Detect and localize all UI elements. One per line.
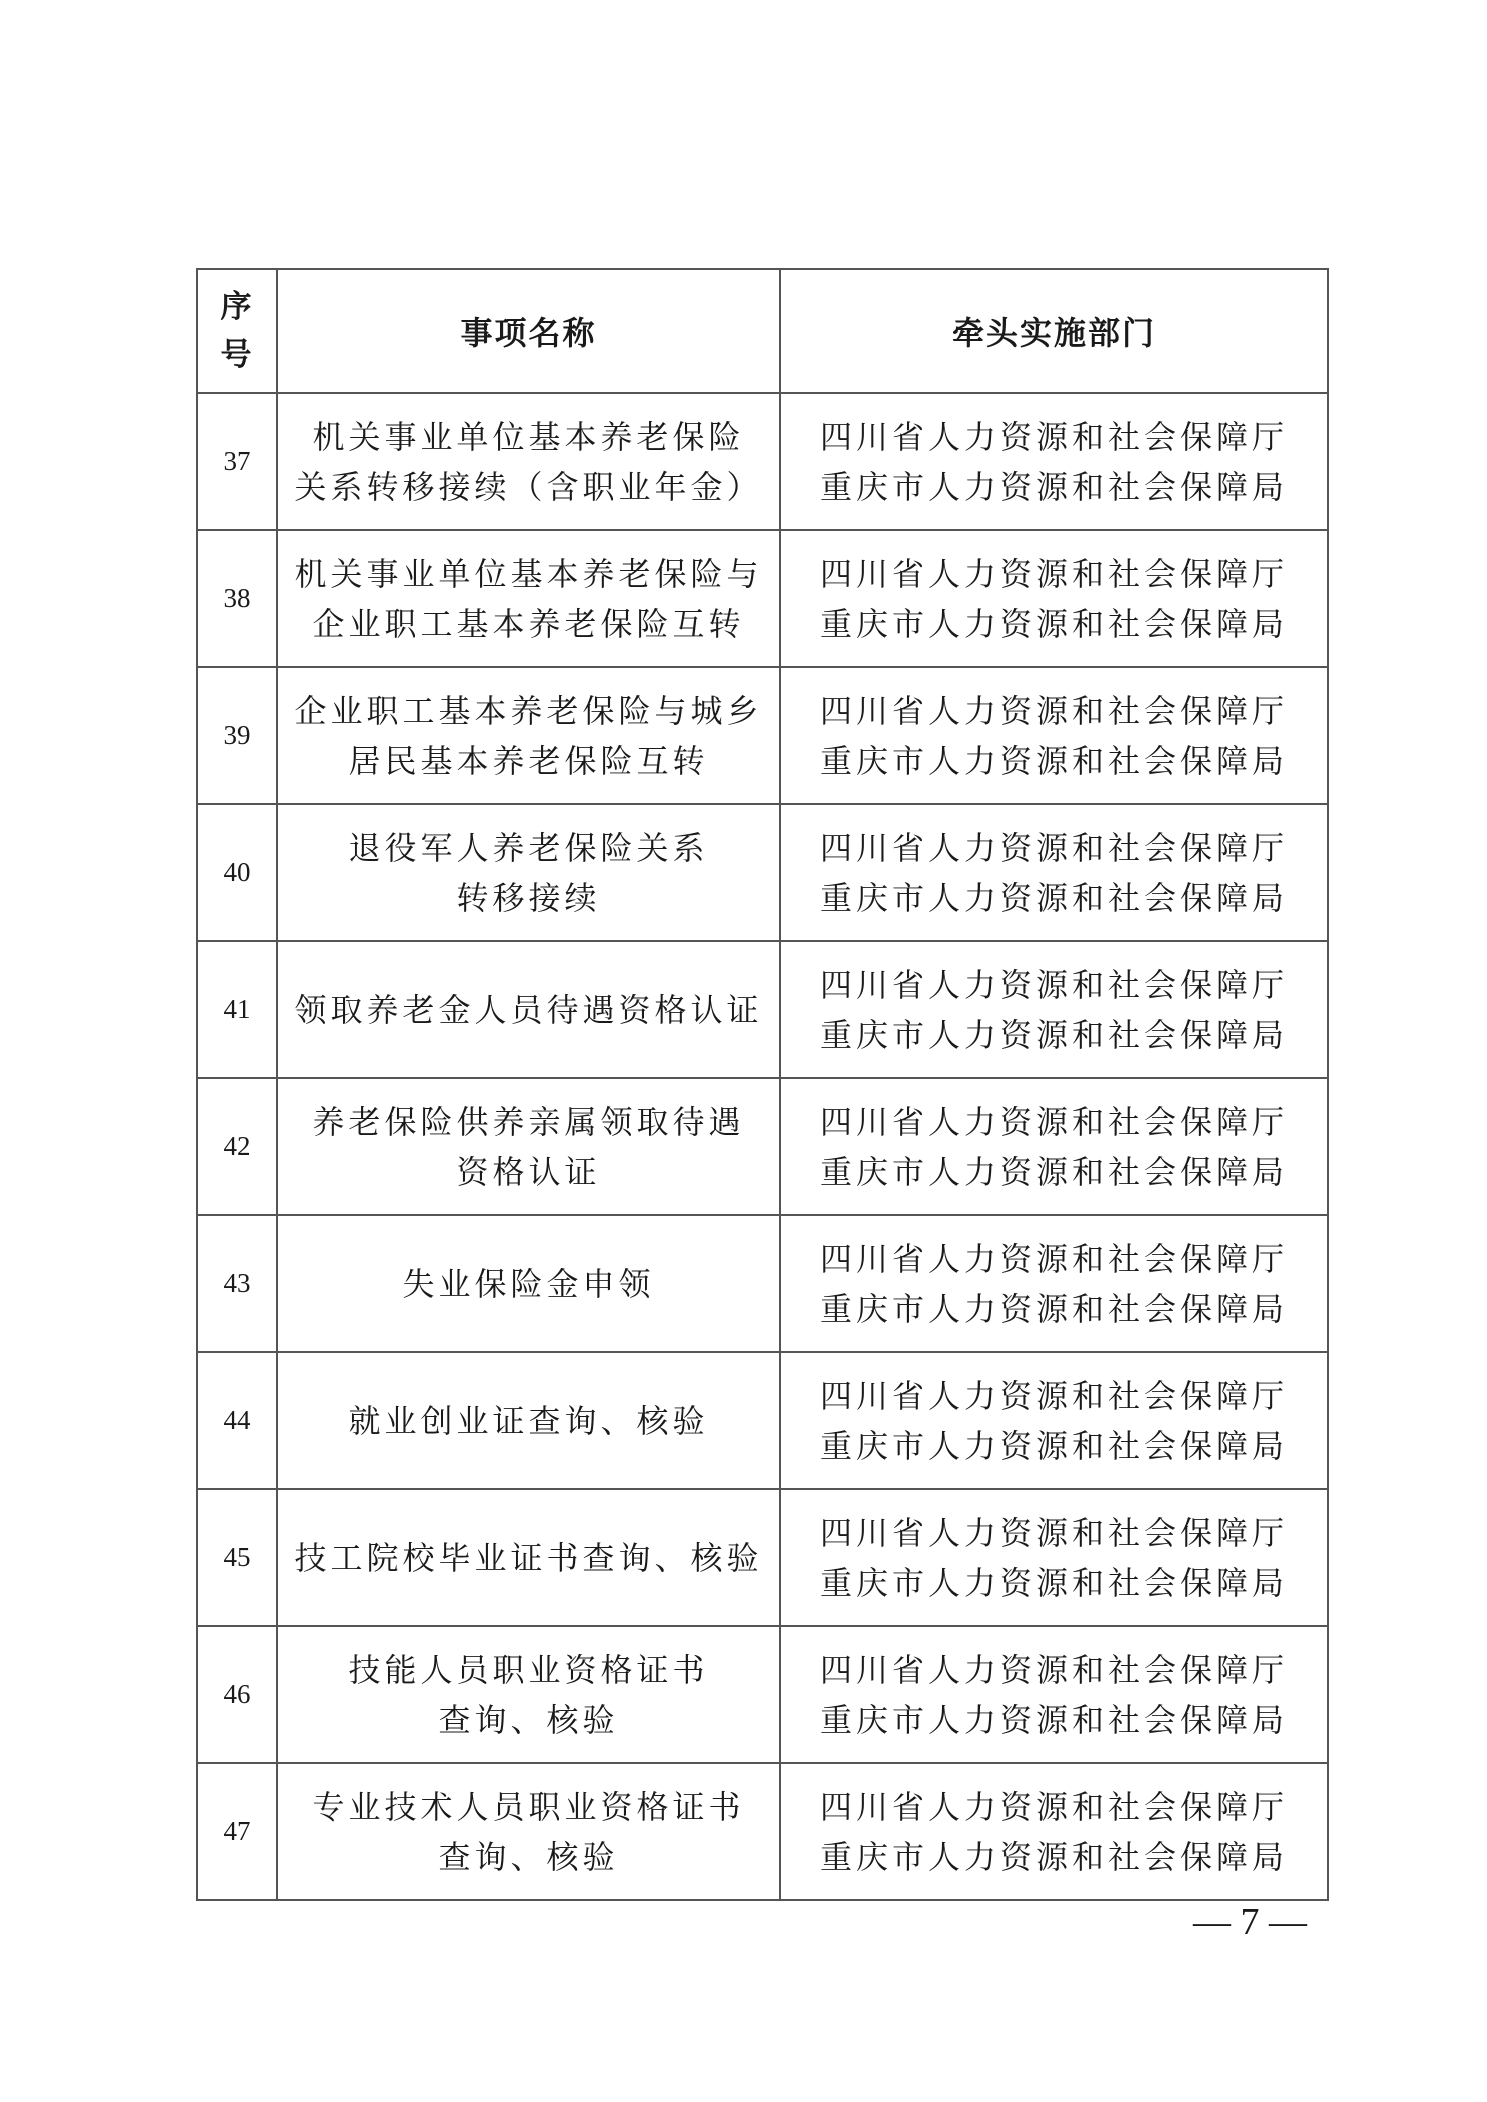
item-name-line: 退役军人养老保险关系 bbox=[348, 828, 709, 867]
table-row bbox=[197, 1763, 1328, 1900]
department-line: 四川省人力资源和社会保障厅 bbox=[819, 1376, 1288, 1415]
row-item-name bbox=[277, 804, 780, 941]
department-line: 四川省人力资源和社会保障厅 bbox=[819, 1102, 1288, 1141]
row-lead-department bbox=[780, 1489, 1328, 1626]
items-table-container bbox=[196, 268, 1327, 1901]
header-lead-department: 牵头实施部门 bbox=[780, 269, 1328, 393]
header-serial-number bbox=[197, 269, 277, 393]
table-row bbox=[197, 1489, 1328, 1626]
item-name-line: 居民基本养老保险互转 bbox=[348, 741, 709, 780]
department-line: 重庆市人力资源和社会保障局 bbox=[819, 878, 1288, 917]
table-row bbox=[197, 941, 1328, 1078]
row-lead-department bbox=[780, 393, 1328, 530]
department-line: 四川省人力资源和社会保障厅 bbox=[819, 1650, 1288, 1689]
department-line: 重庆市人力资源和社会保障局 bbox=[819, 467, 1288, 506]
item-name-line: 养老保险供养亲属领取待遇 bbox=[312, 1102, 745, 1141]
row-serial-number: 37 bbox=[197, 393, 277, 530]
item-name-line: 技能人员职业资格证书 bbox=[348, 1650, 709, 1689]
row-serial-number: 40 bbox=[197, 804, 277, 941]
department-line: 重庆市人力资源和社会保障局 bbox=[819, 1563, 1288, 1602]
table-row bbox=[197, 1078, 1328, 1215]
department-line: 重庆市人力资源和社会保障局 bbox=[819, 1289, 1288, 1328]
row-serial-number: 44 bbox=[197, 1352, 277, 1489]
table-row bbox=[197, 804, 1328, 941]
item-name-line: 就业创业证查询、核验 bbox=[348, 1401, 709, 1440]
item-name-line: 查询、核验 bbox=[438, 1837, 619, 1876]
table-row bbox=[197, 1215, 1328, 1352]
department-line: 重庆市人力资源和社会保障局 bbox=[819, 1426, 1288, 1465]
row-item-name bbox=[277, 1763, 780, 1900]
department-line: 重庆市人力资源和社会保障局 bbox=[819, 1015, 1288, 1054]
row-lead-department bbox=[780, 667, 1328, 804]
department-line: 四川省人力资源和社会保障厅 bbox=[819, 1513, 1288, 1552]
department-line: 四川省人力资源和社会保障厅 bbox=[819, 828, 1288, 867]
header-item-name: 事项名称 bbox=[277, 269, 780, 393]
item-name-line: 企业职工基本养老保险互转 bbox=[312, 604, 745, 643]
row-item-name bbox=[277, 1489, 780, 1626]
row-serial-number: 47 bbox=[197, 1763, 277, 1900]
item-name-line: 机关事业单位基本养老保险 bbox=[312, 417, 745, 456]
department-line: 四川省人力资源和社会保障厅 bbox=[819, 1787, 1288, 1826]
department-line: 四川省人力资源和社会保障厅 bbox=[819, 417, 1288, 456]
item-name-line: 专业技术人员职业资格证书 bbox=[312, 1787, 745, 1826]
row-lead-department bbox=[780, 1626, 1328, 1763]
row-item-name bbox=[277, 941, 780, 1078]
table-row bbox=[197, 1352, 1328, 1489]
table-body bbox=[197, 393, 1328, 1900]
row-item-name bbox=[277, 1352, 780, 1489]
department-line: 四川省人力资源和社会保障厅 bbox=[819, 965, 1288, 1004]
row-item-name bbox=[277, 1078, 780, 1215]
item-name-line: 技工院校毕业证书查询、核验 bbox=[294, 1538, 763, 1577]
department-line: 重庆市人力资源和社会保障局 bbox=[819, 1837, 1288, 1876]
page-number: — 7 — bbox=[1193, 1901, 1307, 1943]
row-lead-department bbox=[780, 1215, 1328, 1352]
row-item-name bbox=[277, 530, 780, 667]
item-name-line: 查询、核验 bbox=[438, 1700, 619, 1739]
row-serial-number: 41 bbox=[197, 941, 277, 1078]
item-name-line: 资格认证 bbox=[456, 1152, 601, 1191]
item-name-line: 领取养老金人员待遇资格认证 bbox=[294, 990, 763, 1029]
row-serial-number: 43 bbox=[197, 1215, 277, 1352]
item-name-line: 转移接续 bbox=[456, 878, 601, 917]
row-serial-number: 39 bbox=[197, 667, 277, 804]
department-line: 四川省人力资源和社会保障厅 bbox=[819, 554, 1288, 593]
row-lead-department bbox=[780, 530, 1328, 667]
row-serial-number: 42 bbox=[197, 1078, 277, 1215]
row-lead-department bbox=[780, 1078, 1328, 1215]
row-item-name bbox=[277, 1626, 780, 1763]
row-item-name bbox=[277, 393, 780, 530]
row-lead-department bbox=[780, 804, 1328, 941]
row-item-name bbox=[277, 667, 780, 804]
row-lead-department bbox=[780, 941, 1328, 1078]
department-line: 重庆市人力资源和社会保障局 bbox=[819, 1152, 1288, 1191]
table-row bbox=[197, 1626, 1328, 1763]
item-name-line: 企业职工基本养老保险与城乡 bbox=[294, 691, 763, 730]
items-table bbox=[196, 268, 1329, 1901]
header-row bbox=[197, 269, 1328, 393]
item-name-line: 失业保险金申领 bbox=[402, 1264, 655, 1303]
row-lead-department bbox=[780, 1763, 1328, 1900]
row-serial-number: 45 bbox=[197, 1489, 277, 1626]
table-row bbox=[197, 530, 1328, 667]
table-row bbox=[197, 393, 1328, 530]
table-row bbox=[197, 667, 1328, 804]
item-name-line: 机关事业单位基本养老保险与 bbox=[294, 554, 763, 593]
department-line: 四川省人力资源和社会保障厅 bbox=[819, 1239, 1288, 1278]
header-serial-line-2: 号 bbox=[220, 337, 254, 373]
department-line: 四川省人力资源和社会保障厅 bbox=[819, 691, 1288, 730]
department-line: 重庆市人力资源和社会保障局 bbox=[819, 1700, 1288, 1739]
item-name-line: 关系转移接续（含职业年金） bbox=[294, 467, 763, 506]
row-serial-number: 38 bbox=[197, 530, 277, 667]
department-line: 重庆市人力资源和社会保障局 bbox=[819, 604, 1288, 643]
header-serial-line-1: 序 bbox=[220, 289, 254, 325]
table-header bbox=[197, 269, 1328, 393]
row-item-name bbox=[277, 1215, 780, 1352]
department-line: 重庆市人力资源和社会保障局 bbox=[819, 741, 1288, 780]
row-lead-department bbox=[780, 1352, 1328, 1489]
row-serial-number: 46 bbox=[197, 1626, 277, 1763]
